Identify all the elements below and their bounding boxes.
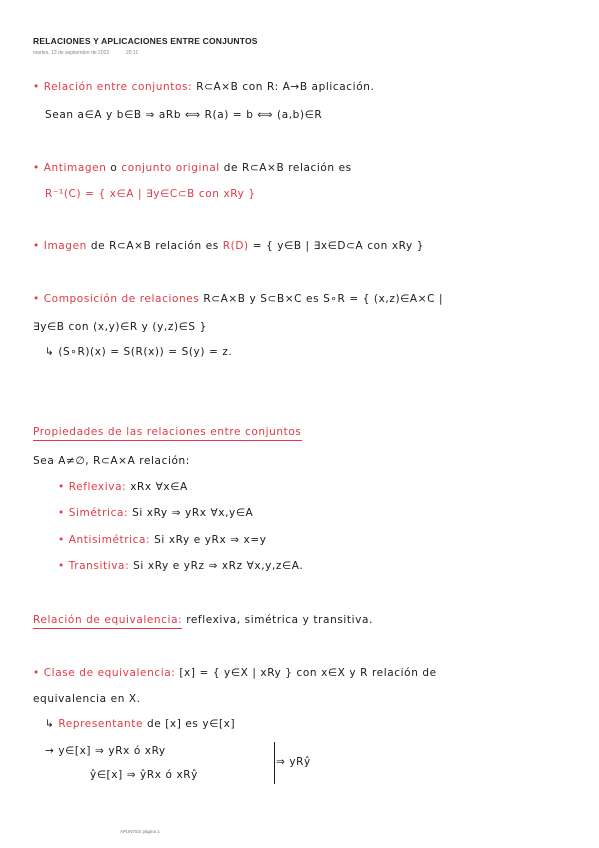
composicion-line2: ∃y∈B con (x,y)∈R y (y,z)∈S } — [33, 321, 207, 333]
propiedades-heading-wrap — [33, 425, 302, 439]
brace-result: ⇒ yRŷ — [276, 756, 311, 768]
representante-line — [45, 717, 235, 731]
antimagen-mid: o — [106, 162, 122, 174]
representante-title: Representante — [58, 718, 144, 730]
bullet: • — [58, 481, 65, 493]
date-text: martes, 13 de septiembre de 2022 — [33, 50, 110, 56]
bullet: • — [33, 293, 40, 305]
imagen-def2: = { y∈B | ∃x∈D⊂A con xRy } — [248, 240, 424, 252]
antimagen-line1 — [33, 161, 352, 175]
imagen-line — [33, 239, 424, 253]
prop-transitiva — [58, 559, 303, 573]
imagen-def: de R⊂A×B relación es — [86, 240, 223, 252]
bullet: • — [33, 667, 40, 679]
prop-def: Si xRy e yRz ⇒ xRz ∀x,y,z∈A. — [129, 560, 304, 572]
bullet: • — [58, 507, 65, 519]
clase-title: Clase de equivalencia: — [43, 667, 176, 679]
right-brace — [268, 742, 275, 784]
clase-line2: equivalencia en X. — [33, 693, 141, 705]
prop-def: Si xRy e yRx ⇒ x=y — [150, 534, 267, 546]
bullet: • — [33, 240, 40, 252]
antimagen-line2: R⁻¹(C) = { x∈A | ∃y∈C⊂B con xRy } — [45, 188, 256, 200]
antimagen-title2: conjunto original — [121, 162, 220, 174]
equivalencia-title: Relación de equivalencia: — [33, 614, 182, 629]
rep-row1: → y∈[x] ⇒ yRx ó xRy — [45, 745, 166, 757]
equivalencia-line — [33, 613, 373, 627]
clase-line1 — [33, 666, 437, 680]
propiedades-title: Propiedades de las relaciones entre conjuntos — [33, 426, 302, 441]
prop-simetrica — [58, 506, 253, 520]
bullet: • — [58, 560, 65, 572]
page-date — [33, 50, 138, 56]
prop-name: Reflexiva: — [68, 481, 127, 493]
equivalencia-def: reflexiva, simétrica y transitiva. — [182, 614, 373, 626]
relacion-line2: Sean a∈A y b∈B ⇒ aRb ⟺ R(a) = b ⟺ (a,b)∈R — [45, 109, 323, 121]
page-footer: APUNTES página 1 — [120, 829, 160, 834]
relacion-def: R⊂A×B con R: A→B aplicación. — [192, 81, 375, 93]
prop-reflexiva — [58, 480, 188, 494]
bullet: • — [33, 162, 40, 174]
composicion-def: R⊂A×B y S⊂B×C es S∘R = { (x,z)∈A×C | — [199, 293, 444, 305]
bullet: • — [33, 81, 40, 93]
prop-def: Si xRy ⇒ yRx ∀x,y∈A — [128, 507, 254, 519]
time-text: 20:11 — [125, 50, 139, 56]
prop-name: Transitiva: — [68, 560, 130, 572]
imagen-def-red: R(D) — [222, 240, 249, 252]
prop-name: Antisimétrica: — [68, 534, 151, 546]
representante-def: de [x] es y∈[x] — [143, 718, 236, 730]
antimagen-title: Antimagen — [43, 162, 107, 174]
prop-antisimetrica — [58, 533, 267, 547]
page-title: RELACIONES Y APLICACIONES ENTRE CONJUNTOS — [33, 36, 258, 46]
prop-def: xRx ∀x∈A — [126, 481, 188, 493]
imagen-title: Imagen — [43, 240, 87, 252]
arrow-icon: ↳ — [45, 718, 59, 730]
prop-name: Simétrica: — [68, 507, 129, 519]
rep-row2: ŷ∈[x] ⇒ ŷRx ó xRŷ — [90, 769, 198, 781]
propiedades-intro: Sea A≠∅, R⊂A×A relación: — [33, 455, 190, 467]
bullet: • — [58, 534, 65, 546]
antimagen-def: de R⊂A×B relación es — [219, 162, 352, 174]
composicion-line1 — [33, 292, 443, 306]
relacion-title: Relación entre conjuntos: — [43, 81, 193, 93]
composicion-title: Composición de relaciones — [43, 293, 200, 305]
clase-def: [x] = { y∈X | xRy } con x∈X y R relación de — [175, 667, 437, 679]
relacion-line1 — [33, 80, 374, 94]
composicion-line3: ↳ (S∘R)(x) = S(R(x)) = S(y) = z. — [45, 346, 233, 358]
